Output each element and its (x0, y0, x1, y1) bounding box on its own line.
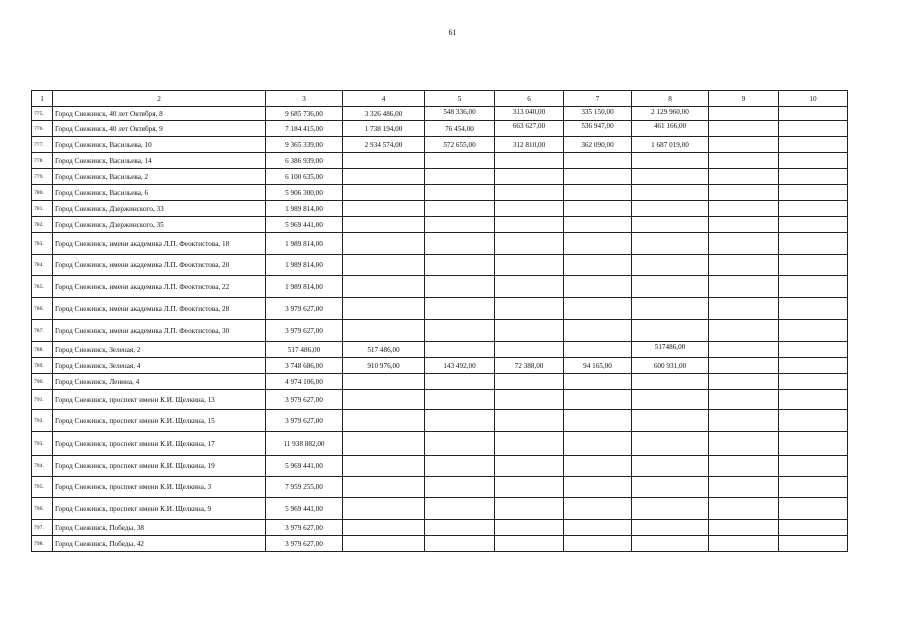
address-cell: Город Снежинск, Дзержинского, 35 (53, 217, 266, 233)
amount-cell-col-8: 1 687 019,00 (632, 137, 709, 153)
amount-cell-col-7 (564, 520, 632, 536)
amount-cell-col-9 (709, 121, 779, 137)
amount-cell-col-6: 72 388,00 (495, 358, 564, 374)
amount-cell-col-4 (343, 298, 425, 320)
amount-cell-col-10 (779, 217, 848, 233)
amount-cell-col-5 (425, 477, 495, 498)
address-cell: Город Снежинск, проспект имени К.И. Щелкина, 19 (53, 456, 266, 477)
header-cell-col-6: 6 (495, 91, 564, 107)
row-number-cell: 788. (32, 342, 53, 358)
amount-cell-col-8 (632, 432, 709, 456)
amount-cell-col-6 (495, 298, 564, 320)
amount-cell-col-5: 572 655,00 (425, 137, 495, 153)
amount-cell-col-9 (709, 201, 779, 217)
amount-cell-col-8 (632, 498, 709, 520)
amount-cell-col-4 (343, 456, 425, 477)
amount-cell-col-10 (779, 107, 848, 121)
table-row (32, 137, 848, 153)
header-cell-col-10: 10 (779, 91, 848, 107)
amount-cell-col-8 (632, 201, 709, 217)
address-cell: Город Снежинск, проспект имени К.И. Щелкина, 9 (53, 498, 266, 520)
table-row (32, 477, 848, 498)
amount-cell-col-9 (709, 255, 779, 276)
header-row (32, 91, 848, 107)
table-row (32, 342, 848, 358)
amount-cell-col-3: 6 386 939,00 (266, 153, 343, 169)
table-row (32, 107, 848, 121)
amount-cell-col-3: 7 184 415,00 (266, 121, 343, 137)
table-row (32, 185, 848, 201)
amount-cell-col-7 (564, 298, 632, 320)
amount-cell-col-3: 3 748 686,00 (266, 358, 343, 374)
table-row (32, 217, 848, 233)
amount-cell-col-9 (709, 298, 779, 320)
amount-cell-col-6 (495, 201, 564, 217)
row-number-cell: 797. (32, 520, 53, 536)
amount-cell-col-6 (495, 456, 564, 477)
amount-cell-col-4 (343, 374, 425, 390)
row-number-cell: 783. (32, 233, 53, 255)
amount-cell-col-7 (564, 185, 632, 201)
amount-cell-col-9 (709, 276, 779, 298)
amount-cell-col-7 (564, 477, 632, 498)
amount-cell-col-9 (709, 358, 779, 374)
row-number-cell: 785. (32, 276, 53, 298)
amount-cell-col-4 (343, 536, 425, 552)
row-number-cell: 796. (32, 498, 53, 520)
amount-cell-col-4 (343, 477, 425, 498)
amount-cell-col-10 (779, 233, 848, 255)
amount-cell-col-7 (564, 432, 632, 456)
header-cell-col-9: 9 (709, 91, 779, 107)
amount-cell-col-9 (709, 390, 779, 410)
address-cell: Город Снежинск, Васильева, 2 (53, 169, 266, 185)
amount-cell-col-8 (632, 255, 709, 276)
amount-cell-col-10 (779, 153, 848, 169)
amount-cell-col-5: 548 336,00 (425, 107, 495, 121)
amount-cell-col-9 (709, 233, 779, 255)
address-cell: Город Снежинск, проспект имени К.И. Щелкина, 17 (53, 432, 266, 456)
amount-cell-col-7: 536 947,00 (564, 121, 632, 137)
row-number-cell: 782. (32, 217, 53, 233)
amount-cell-col-10 (779, 536, 848, 552)
amount-cell-col-4: 3 326 486,00 (343, 107, 425, 121)
amount-cell-col-9 (709, 107, 779, 121)
amount-cell-col-4: 910 976,00 (343, 358, 425, 374)
amount-cell-col-6 (495, 169, 564, 185)
amount-cell-col-8: 2 129 960,00 (632, 107, 709, 121)
amount-cell-col-5 (425, 342, 495, 358)
amount-cell-col-6 (495, 276, 564, 298)
amount-cell-col-8 (632, 477, 709, 498)
amount-cell-col-10 (779, 201, 848, 217)
amount-cell-col-10 (779, 477, 848, 498)
amount-cell-col-6 (495, 410, 564, 432)
amount-cell-col-4 (343, 390, 425, 410)
amount-cell-col-9 (709, 477, 779, 498)
amount-cell-col-3: 5 969 441,00 (266, 456, 343, 477)
amount-cell-col-5 (425, 320, 495, 342)
row-number-cell: 779. (32, 169, 53, 185)
amount-cell-col-10 (779, 358, 848, 374)
amount-cell-col-6 (495, 477, 564, 498)
table-row (32, 498, 848, 520)
amount-cell-col-8 (632, 410, 709, 432)
address-cell: Город Снежинск, Васильева, 14 (53, 153, 266, 169)
amount-cell-col-4: 2 934 574,00 (343, 137, 425, 153)
amount-cell-col-3: 9 365 339,00 (266, 137, 343, 153)
amount-cell-col-7: 362 090,00 (564, 137, 632, 153)
amount-cell-col-8 (632, 390, 709, 410)
amount-cell-col-8 (632, 217, 709, 233)
amount-cell-col-4 (343, 185, 425, 201)
amount-cell-col-8 (632, 153, 709, 169)
registry-body (32, 91, 848, 552)
table-row (32, 298, 848, 320)
amount-cell-col-10 (779, 390, 848, 410)
header-cell-col-1: 1 (32, 91, 53, 107)
address-cell: Город Снежинск, проспект имени К.И. Щелкина, 13 (53, 390, 266, 410)
amount-cell-col-5: 143 492,00 (425, 358, 495, 374)
row-number-cell: 780. (32, 185, 53, 201)
amount-cell-col-5 (425, 185, 495, 201)
amount-cell-col-3: 1 989 814,00 (266, 255, 343, 276)
amount-cell-col-3: 3 979 627,00 (266, 520, 343, 536)
amount-cell-col-6 (495, 342, 564, 358)
amount-cell-col-3: 517 486,00 (266, 342, 343, 358)
amount-cell-col-4: 1 738 194,00 (343, 121, 425, 137)
header-cell-col-2: 2 (53, 91, 266, 107)
registry-table (31, 90, 848, 552)
table-row (32, 520, 848, 536)
amount-cell-col-5 (425, 374, 495, 390)
amount-cell-col-7: 94 165,00 (564, 358, 632, 374)
amount-cell-col-3: 5 906 300,00 (266, 185, 343, 201)
amount-cell-col-10 (779, 276, 848, 298)
amount-cell-col-5 (425, 432, 495, 456)
amount-cell-col-9 (709, 432, 779, 456)
header-cell-col-4: 4 (343, 91, 425, 107)
address-cell: Город Снежинск, Победы, 38 (53, 520, 266, 536)
table-row (32, 169, 848, 185)
table-row (32, 358, 848, 374)
amount-cell-col-9 (709, 137, 779, 153)
amount-cell-col-8 (632, 169, 709, 185)
address-cell: Город Снежинск, 40 лет Октября, 9 (53, 121, 266, 137)
table-row (32, 121, 848, 137)
amount-cell-col-8 (632, 320, 709, 342)
header-cell-col-3: 3 (266, 91, 343, 107)
amount-cell-col-8 (632, 185, 709, 201)
amount-cell-col-6 (495, 390, 564, 410)
amount-cell-col-5 (425, 217, 495, 233)
amount-cell-col-3: 3 979 627,00 (266, 390, 343, 410)
address-cell: Город Снежинск, имени академика Л.П. Феоктистова, 18 (53, 233, 266, 255)
amount-cell-col-5: 76 454,00 (425, 121, 495, 137)
amount-cell-col-7 (564, 390, 632, 410)
amount-cell-col-4 (343, 432, 425, 456)
table-row (32, 374, 848, 390)
amount-cell-col-8 (632, 374, 709, 390)
amount-cell-col-10 (779, 137, 848, 153)
amount-cell-col-10 (779, 410, 848, 432)
amount-cell-col-8 (632, 233, 709, 255)
table-row (32, 456, 848, 477)
amount-cell-col-10 (779, 169, 848, 185)
row-number-cell: 793. (32, 432, 53, 456)
amount-cell-col-6 (495, 217, 564, 233)
amount-cell-col-3: 11 938 882,00 (266, 432, 343, 456)
address-cell: Город Снежинск, имени академика Л.П. Феоктистова, 22 (53, 276, 266, 298)
amount-cell-col-9 (709, 456, 779, 477)
amount-cell-col-5 (425, 456, 495, 477)
amount-cell-col-7 (564, 153, 632, 169)
amount-cell-col-3: 1 989 814,00 (266, 233, 343, 255)
amount-cell-col-6 (495, 520, 564, 536)
row-number-cell: 787. (32, 320, 53, 342)
amount-cell-col-7 (564, 233, 632, 255)
amount-cell-col-5 (425, 410, 495, 432)
amount-cell-col-7: 335 150,00 (564, 107, 632, 121)
amount-cell-col-3: 3 979 627,00 (266, 410, 343, 432)
address-cell: Город Снежинск, Васильева, 10 (53, 137, 266, 153)
amount-cell-col-10 (779, 432, 848, 456)
header-cell-col-7: 7 (564, 91, 632, 107)
amount-cell-col-6: 312 810,00 (495, 137, 564, 153)
row-number-cell: 795. (32, 477, 53, 498)
amount-cell-col-8 (632, 520, 709, 536)
table-row (32, 320, 848, 342)
row-number-cell: 781. (32, 201, 53, 217)
table-row (32, 276, 848, 298)
amount-cell-col-8 (632, 276, 709, 298)
amount-cell-col-9 (709, 217, 779, 233)
address-cell: Город Снежинск, Зеленая, 2 (53, 342, 266, 358)
table-row (32, 201, 848, 217)
amount-cell-col-10 (779, 320, 848, 342)
amount-cell-col-7 (564, 201, 632, 217)
amount-cell-col-7 (564, 374, 632, 390)
table-row (32, 410, 848, 432)
amount-cell-col-10 (779, 255, 848, 276)
row-number-cell: 790. (32, 374, 53, 390)
amount-cell-col-9 (709, 320, 779, 342)
amount-cell-col-3: 4 974 106,00 (266, 374, 343, 390)
amount-cell-col-9 (709, 520, 779, 536)
amount-cell-col-4 (343, 233, 425, 255)
address-cell: Город Снежинск, проспект имени К.И. Щелкина, 3 (53, 477, 266, 498)
row-number-cell: 794. (32, 456, 53, 477)
amount-cell-col-3: 5 969 441,00 (266, 217, 343, 233)
amount-cell-col-3: 3 979 627,00 (266, 536, 343, 552)
amount-cell-col-5 (425, 536, 495, 552)
amount-cell-col-5 (425, 255, 495, 276)
row-number-cell: 791. (32, 390, 53, 410)
amount-cell-col-10 (779, 498, 848, 520)
table-row (32, 153, 848, 169)
table-row (32, 233, 848, 255)
amount-cell-col-6 (495, 153, 564, 169)
amount-cell-col-10 (779, 520, 848, 536)
amount-cell-col-7 (564, 217, 632, 233)
amount-cell-col-5 (425, 153, 495, 169)
row-number-cell: 775. (32, 107, 53, 121)
amount-cell-col-9 (709, 374, 779, 390)
amount-cell-col-5 (425, 276, 495, 298)
amount-cell-col-3: 3 979 627,00 (266, 320, 343, 342)
amount-cell-col-8 (632, 536, 709, 552)
amount-cell-col-4 (343, 217, 425, 233)
amount-cell-col-5 (425, 390, 495, 410)
row-number-cell: 784. (32, 255, 53, 276)
address-cell: Город Снежинск, Победы, 42 (53, 536, 266, 552)
address-cell: Город Снежинск, Дзержинского, 33 (53, 201, 266, 217)
amount-cell-col-3: 3 979 627,00 (266, 298, 343, 320)
table-row (32, 432, 848, 456)
row-number-cell: 798. (32, 536, 53, 552)
amount-cell-col-10 (779, 121, 848, 137)
amount-cell-col-7 (564, 498, 632, 520)
amount-cell-col-5 (425, 498, 495, 520)
amount-cell-col-3: 6 100 635,00 (266, 169, 343, 185)
amount-cell-col-10 (779, 456, 848, 477)
amount-cell-col-7 (564, 342, 632, 358)
amount-cell-col-5 (425, 169, 495, 185)
amount-cell-col-7 (564, 410, 632, 432)
address-cell: Город Снежинск, имени академика Л.П. Феоктистова, 30 (53, 320, 266, 342)
amount-cell-col-8: 517486,00 (632, 342, 709, 358)
header-cell-col-5: 5 (425, 91, 495, 107)
amount-cell-col-6 (495, 320, 564, 342)
address-cell: Город Снежинск, Ленина, 4 (53, 374, 266, 390)
amount-cell-col-5 (425, 298, 495, 320)
amount-cell-col-6 (495, 498, 564, 520)
amount-cell-col-7 (564, 320, 632, 342)
row-number-cell: 789. (32, 358, 53, 374)
amount-cell-col-5 (425, 233, 495, 255)
amount-cell-col-7 (564, 169, 632, 185)
amount-cell-col-9 (709, 498, 779, 520)
amount-cell-col-4 (343, 255, 425, 276)
address-cell: Город Снежинск, 40 лет Октября, 8 (53, 107, 266, 121)
amount-cell-col-9 (709, 342, 779, 358)
amount-cell-col-9 (709, 185, 779, 201)
amount-cell-col-4 (343, 320, 425, 342)
amount-cell-col-8 (632, 456, 709, 477)
amount-cell-col-7 (564, 255, 632, 276)
row-number-cell: 792. (32, 410, 53, 432)
row-number-cell: 777. (32, 137, 53, 153)
amount-cell-col-3: 1 989 814,00 (266, 276, 343, 298)
amount-cell-col-8: 600 931,00 (632, 358, 709, 374)
amount-cell-col-6: 663 627,00 (495, 121, 564, 137)
row-number-cell: 776. (32, 121, 53, 137)
amount-cell-col-7 (564, 456, 632, 477)
amount-cell-col-3: 1 989 814,00 (266, 201, 343, 217)
amount-cell-col-5 (425, 201, 495, 217)
amount-cell-col-9 (709, 169, 779, 185)
amount-cell-col-10 (779, 374, 848, 390)
address-cell: Город Снежинск, имени академика Л.П. Феоктистова, 20 (53, 255, 266, 276)
row-number-cell: 786. (32, 298, 53, 320)
amount-cell-col-4 (343, 276, 425, 298)
table-row (32, 390, 848, 410)
amount-cell-col-6 (495, 185, 564, 201)
amount-cell-col-4 (343, 201, 425, 217)
amount-cell-col-9 (709, 410, 779, 432)
table-row (32, 255, 848, 276)
amount-cell-col-10 (779, 342, 848, 358)
amount-cell-col-9 (709, 153, 779, 169)
address-cell: Город Снежинск, имени академика Л.П. Феоктистова, 28 (53, 298, 266, 320)
amount-cell-col-4 (343, 410, 425, 432)
amount-cell-col-7 (564, 276, 632, 298)
header-cell-col-8: 8 (632, 91, 709, 107)
amount-cell-col-6 (495, 536, 564, 552)
amount-cell-col-3: 7 959 255,00 (266, 477, 343, 498)
amount-cell-col-6: 313 040,00 (495, 107, 564, 121)
amount-cell-col-10 (779, 298, 848, 320)
table-row (32, 536, 848, 552)
address-cell: Город Снежинск, Зеленая, 4 (53, 358, 266, 374)
amount-cell-col-3: 5 969 441,00 (266, 498, 343, 520)
amount-cell-col-4 (343, 169, 425, 185)
amount-cell-col-6 (495, 255, 564, 276)
amount-cell-col-7 (564, 536, 632, 552)
amount-cell-col-8 (632, 298, 709, 320)
address-cell: Город Снежинск, проспект имени К.И. Щелкина, 15 (53, 410, 266, 432)
amount-cell-col-6 (495, 432, 564, 456)
amount-cell-col-9 (709, 536, 779, 552)
amount-cell-col-4 (343, 153, 425, 169)
amount-cell-col-6 (495, 374, 564, 390)
amount-cell-col-8: 461 166,00 (632, 121, 709, 137)
amount-cell-col-6 (495, 233, 564, 255)
amount-cell-col-4 (343, 498, 425, 520)
page-number: 61 (448, 28, 457, 37)
amount-cell-col-4 (343, 520, 425, 536)
address-cell: Город Снежинск, Васильева, 6 (53, 185, 266, 201)
amount-cell-col-3: 9 685 736,00 (266, 107, 343, 121)
amount-cell-col-4: 517 486,00 (343, 342, 425, 358)
amount-cell-col-10 (779, 185, 848, 201)
amount-cell-col-5 (425, 520, 495, 536)
row-number-cell: 778. (32, 153, 53, 169)
